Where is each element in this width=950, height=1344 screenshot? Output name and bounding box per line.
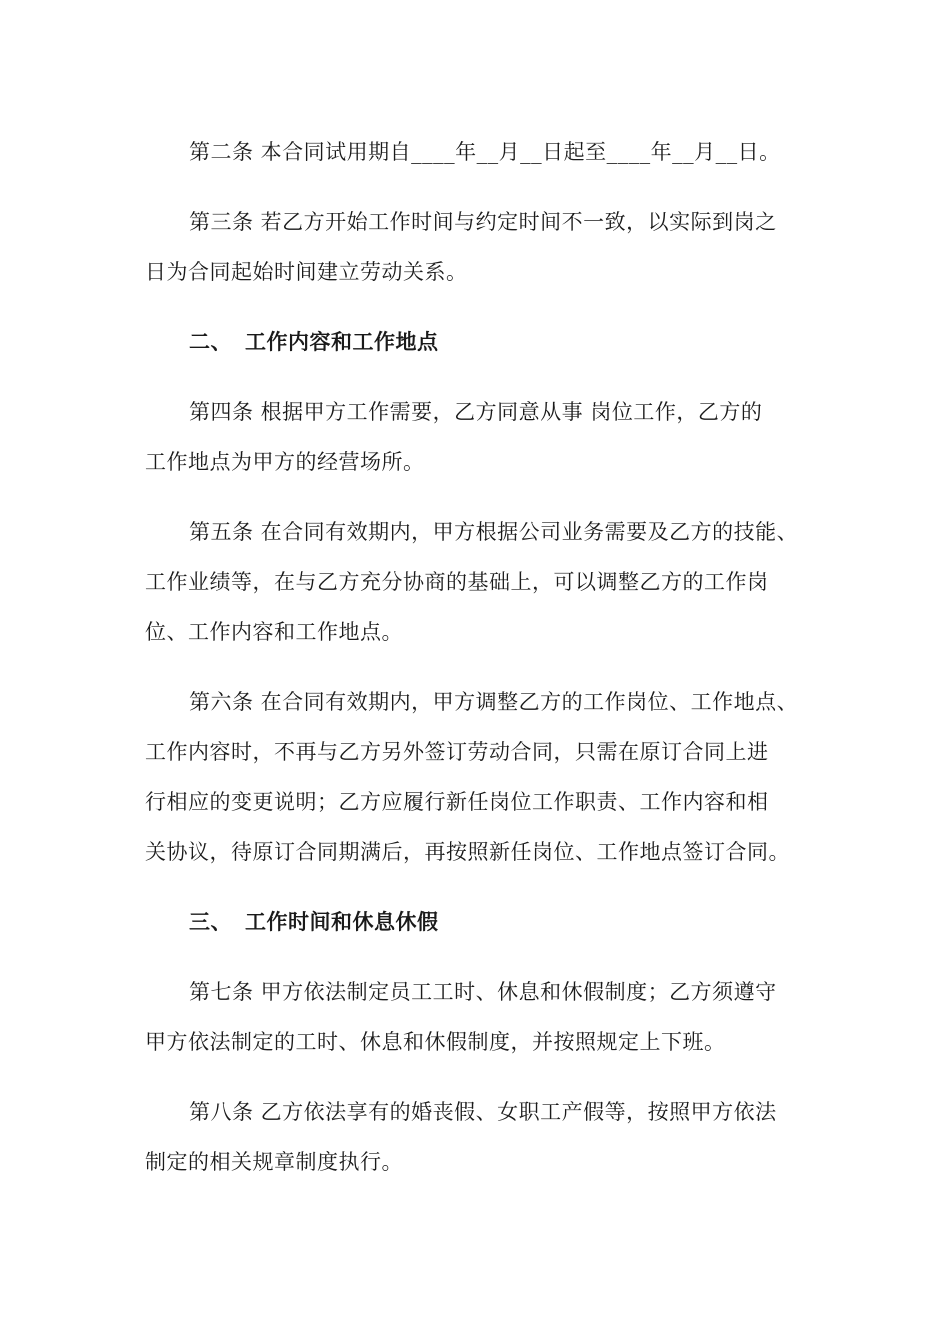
section-2-heading [189,327,439,357]
article-5-line-3: 位、工作内容和工作地点。 [145,620,403,644]
article-5-line-2: 工作业绩等，在与乙方充分协商的基础上，可以调整乙方的工作岗 [145,570,769,594]
article-2-line-1: 第二条 本合同试用期自____年__月__日起至____年__月__日。 [189,140,781,164]
article-7-line-1: 第七条 甲方依法制定员工工时、休息和休假制度；乙方须遵守 [189,980,777,1004]
section-2-number: 二、 [189,329,232,354]
article-6-line-1: 第六条 在合同有效期内，甲方调整乙方的工作岗位、工作地点、 [189,690,799,714]
article-7-line-2: 甲方依法制定的工时、休息和休假制度，并按照规定上下班。 [145,1030,726,1054]
article-8-line-1: 第八条 乙方依法享有的婚丧假、女职工产假等，按照甲方依法 [189,1100,777,1124]
section-3-number: 三、 [189,909,232,934]
article-4-line-2: 工作地点为甲方的经营场所。 [145,450,425,474]
article-6-line-4: 关协议，待原订合同期满后，再按照新任岗位、工作地点签订合同。 [145,840,790,864]
article-3-line-1: 第三条 若乙方开始工作时间与约定时间不一致，以实际到岗之 [189,210,777,234]
article-4-line-1: 第四条 根据甲方工作需要，乙方同意从事 岗位工作，乙方的 [189,400,763,424]
article-3-line-2: 日为合同起始时间建立劳动关系。 [145,260,468,284]
section-3-heading [189,907,439,937]
article-8-line-2: 制定的相关规章制度执行。 [145,1150,403,1174]
article-6-line-3: 行相应的变更说明；乙方应履行新任岗位工作职责、工作内容和相 [145,790,769,814]
article-5-line-1: 第五条 在合同有效期内，甲方根据公司业务需要及乙方的技能、 [189,520,799,544]
section-3-title: 工作时间和休息休假 [245,909,439,934]
section-2-title: 工作内容和工作地点 [245,329,439,354]
article-6-line-2: 工作内容时，不再与乙方另外签订劳动合同，只需在原订合同上进 [145,740,769,764]
